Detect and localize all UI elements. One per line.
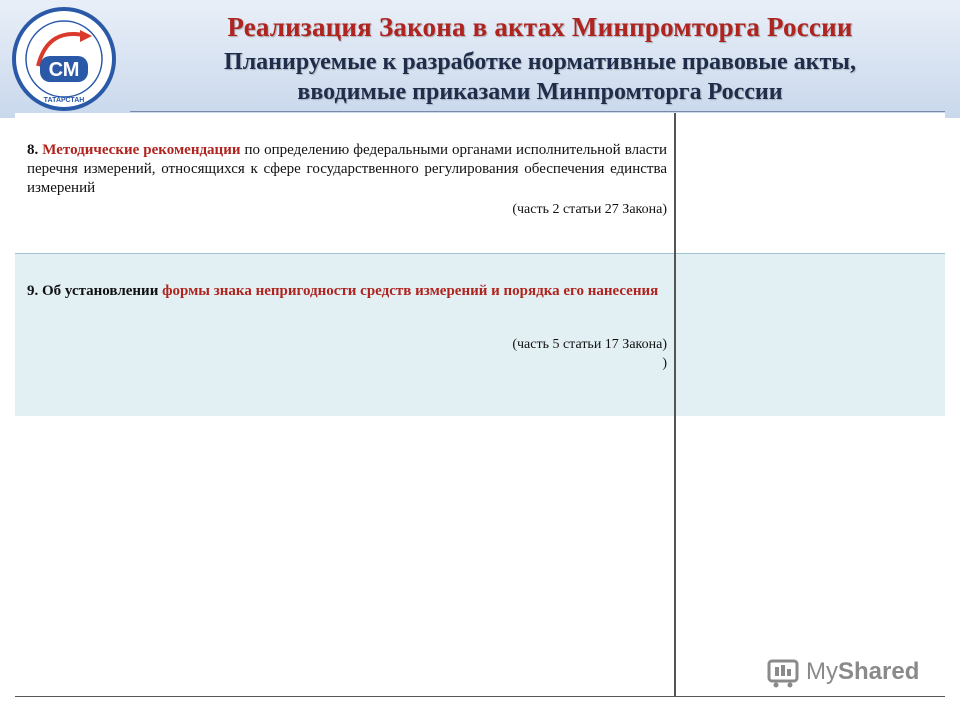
slide-header [0,0,960,118]
row-9-reference [27,335,667,373]
watermark-my: My [806,658,838,685]
header-divider [130,111,945,112]
page-title: Реализация Закона в актах Минпромторга России [227,12,853,42]
table-bottom-border [15,696,945,697]
myshared-watermark [766,655,919,689]
page-subtitle [130,47,950,107]
row-9-reference-text: (часть 5 статьи 17 Закона) [512,337,667,352]
row-9-reference-tail: ) [662,356,667,371]
svg-text:СМ: СМ [48,59,80,81]
row-9-number: 9. [27,283,39,299]
row-9-text [27,282,667,373]
row-8-text [27,141,667,219]
subtitle-line-2: вводимые приказами Минпромторга России [297,79,783,105]
row-8-reference: (часть 2 статьи 27 Закона) [512,202,667,217]
row-9-lead: Об установлении [38,283,163,299]
row-8-highlight: Методические рекомендации [42,142,241,158]
svg-text:ТАТАРСТАН: ТАТАРСТАН [43,97,85,104]
row-8-number: 8. [27,142,39,158]
row-8-body: по определению федеральными органами исполнительной власти перечня измерений, относящихся к сфере государственного регулирования обеспечения единства измерений [27,142,668,196]
csm-logo [8,6,120,112]
table-row-8 [15,113,945,254]
row-9-highlight: формы знака непригодности средств измерений и порядка его нанесения [162,283,659,299]
column-divider [674,113,676,697]
subtitle-line-1: Планируемые к разработке нормативные правовые акты, [224,49,856,75]
myshared-icon [766,655,800,689]
watermark-shared: Shared [838,658,920,685]
table-row-9 [15,254,945,416]
